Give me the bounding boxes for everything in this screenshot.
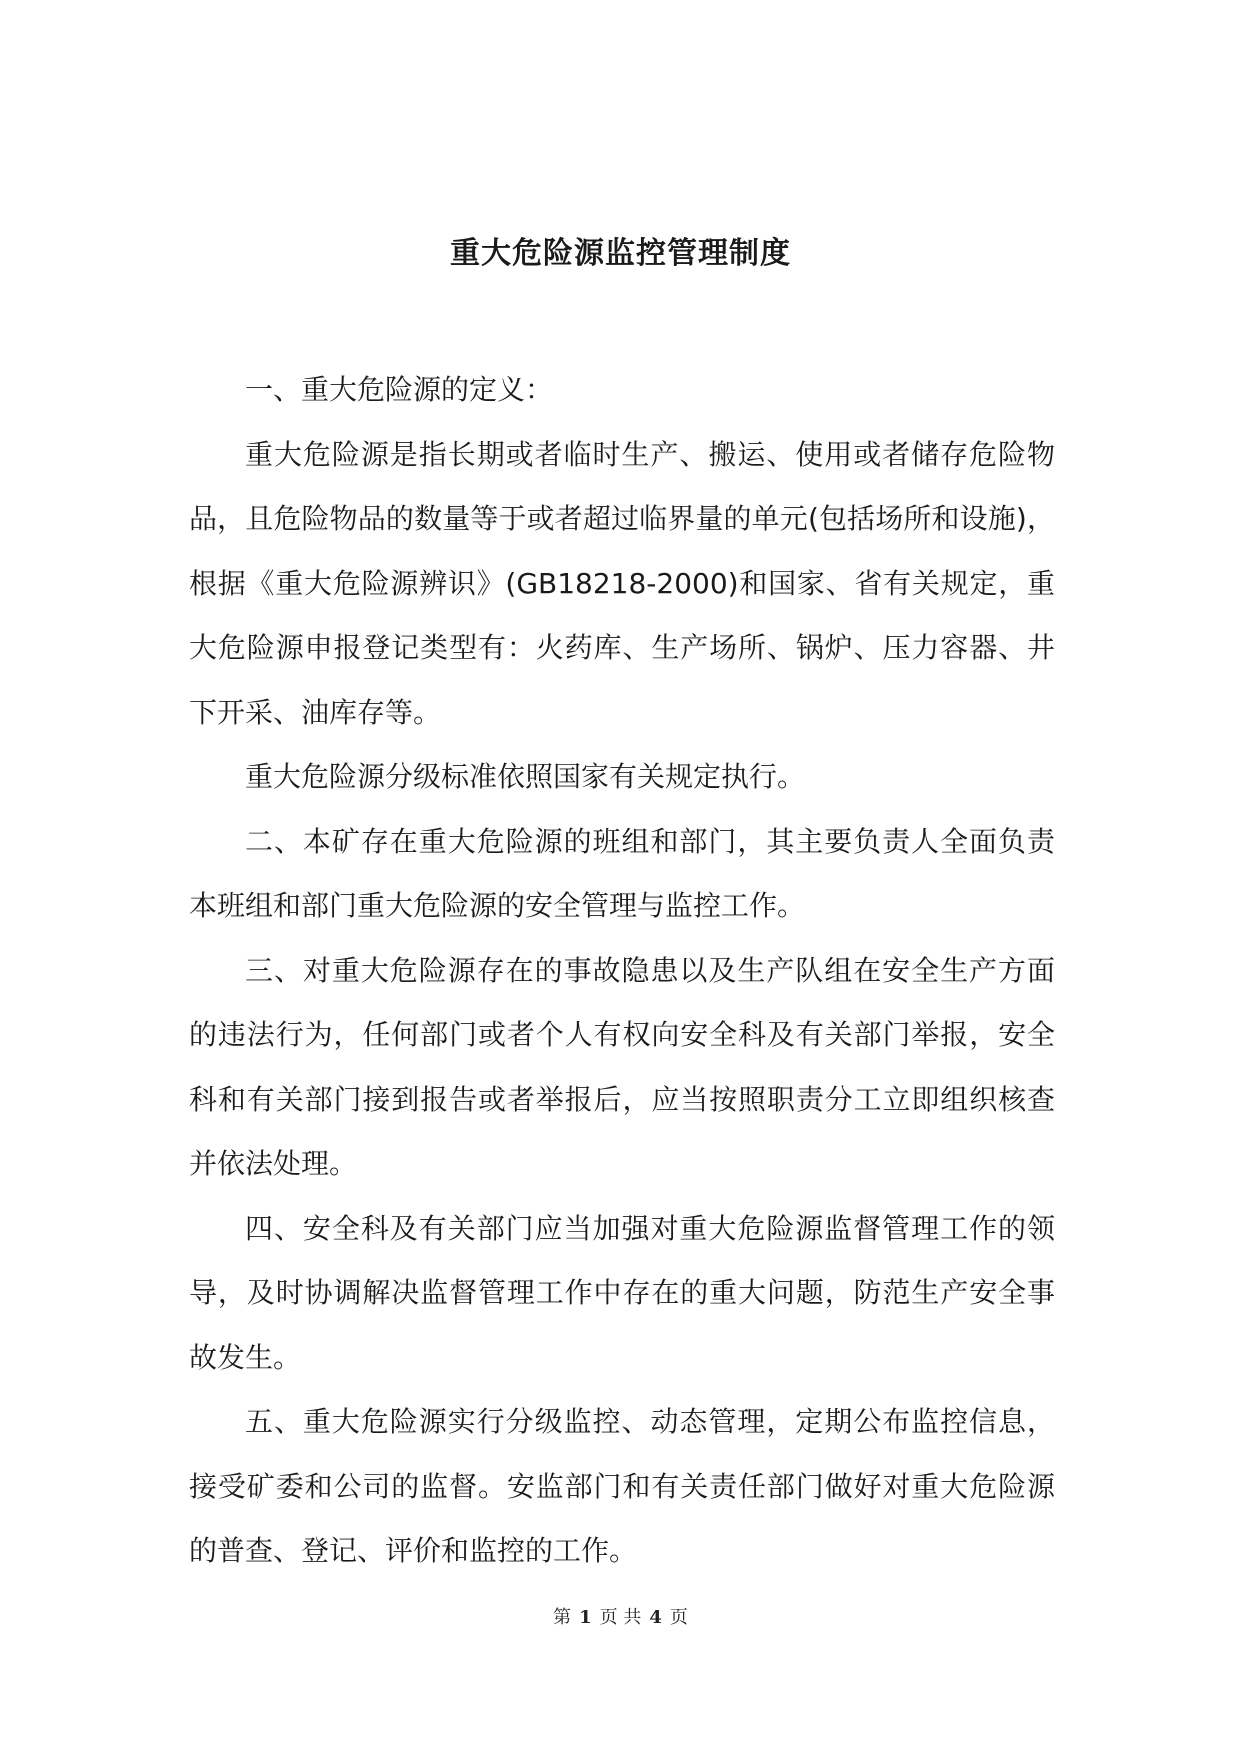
paragraph-section-2: 二、本矿存在重大危险源的班组和部门，其主要负责人全面负责本班组和部门重大危险源的安全管理与监控工作。 (189, 824, 1055, 922)
paragraph-grading-standard: 重大危险源分级标准依照国家有关规定执行。 (245, 760, 806, 793)
paragraph-definition: 重大危险源是指长期或者临时生产、搬运、使用或者储存危险物品，且危险物品的数量等于或者超过临界量的单元(包括场所和设施)，根据《重大危险源辨识》(GB18218-2000)和国家、省有关规定，重大危险源申报登记类型有：火药库、生产场所、锅炉、压力容器、井下开采、油库存等。 (189, 437, 1055, 729)
page-footer (0, 1603, 1241, 1629)
footer-prefix: 第 (553, 1607, 572, 1628)
footer-middle: 页 共 (599, 1607, 642, 1628)
paragraph-section-5: 五、重大危险源实行分级监控、动态管理，定期公布监控信息，接受矿委和公司的监督。安监部门和有关责任部门做好对重大危险源的普查、登记、评价和监控的工作。 (189, 1405, 1055, 1567)
footer-page-number: 1 (579, 1607, 592, 1628)
document-title: 重大危险源监控管理制度 (450, 236, 791, 271)
paragraph-section-3: 三、对重大危险源存在的事故隐患以及生产队组在安全生产方面的违法行为，任何部门或者个人有权向安全科及有关部门举报，安全科和有关部门接到报告或者举报后，应当按照职责分工立即组织核查并依法处理。 (189, 953, 1055, 1180)
paragraph-section-1-heading: 一、重大危险源的定义： (245, 373, 554, 406)
footer-total-pages: 4 (649, 1607, 662, 1628)
document-body (189, 358, 1055, 1584)
paragraph-section-4: 四、安全科及有关部门应当加强对重大危险源监督管理工作的领导，及时协调解决监督管理工作中存在的重大问题，防范生产安全事故发生。 (189, 1211, 1055, 1374)
footer-suffix: 页 (669, 1607, 688, 1628)
